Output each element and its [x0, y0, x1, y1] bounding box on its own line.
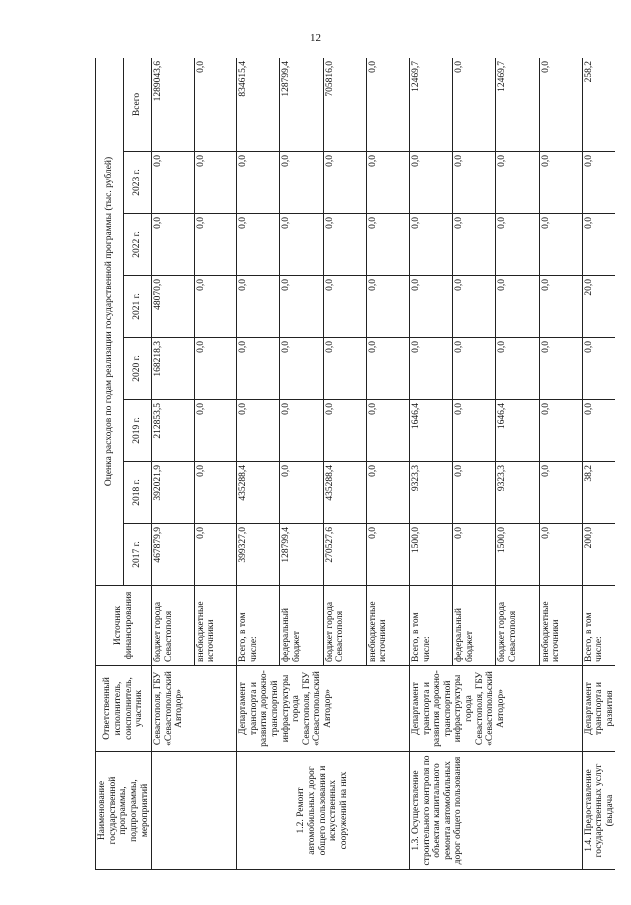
- header-year: 2019 г.: [124, 400, 152, 462]
- amount-cell: 0,0: [366, 152, 409, 214]
- amount-cell: 834615,4: [237, 58, 280, 152]
- table-row: [409, 58, 452, 870]
- header-source: Источник финансирования: [96, 586, 152, 666]
- header-row: [96, 58, 124, 870]
- amount-cell: 0,0: [194, 58, 236, 152]
- rotated-table-container: [95, 58, 615, 870]
- funding-source-cell: федеральный бюджет: [280, 586, 323, 666]
- amount-cell: 0,0: [453, 400, 496, 462]
- amount-cell: 0,0: [409, 338, 452, 400]
- funding-source-cell: федеральный бюджет: [453, 586, 496, 666]
- amount-cell: 0,0: [496, 338, 539, 400]
- amount-cell: 0,0: [237, 152, 280, 214]
- amount-cell: 0,0: [280, 214, 323, 276]
- amount-cell: 0,0: [366, 462, 409, 524]
- amount-cell: 0,0: [194, 400, 236, 462]
- amount-cell: 200,0: [582, 524, 615, 586]
- amount-cell: 435288,4: [323, 462, 366, 524]
- amount-cell: 0,0: [453, 462, 496, 524]
- amount-cell: 48070,0: [152, 276, 194, 338]
- header-estimate: Оценка расходов по годам реализации государственной программы (тыс. рублей): [96, 58, 124, 586]
- amount-cell: 392021,9: [152, 462, 194, 524]
- amount-cell: 1646,4: [409, 400, 452, 462]
- amount-cell: 0,0: [453, 338, 496, 400]
- amount-cell: 12469,7: [409, 58, 452, 152]
- amount-cell: 0,0: [453, 152, 496, 214]
- amount-cell: 258,2: [582, 58, 615, 152]
- rotated-table-area: [95, 58, 615, 870]
- table-row: [237, 58, 280, 870]
- funding-source-cell: Всего, в том числе:: [582, 586, 615, 666]
- amount-cell: 0,0: [453, 524, 496, 586]
- amount-cell: 1646,4: [496, 400, 539, 462]
- amount-cell: 0,0: [582, 152, 615, 214]
- amount-cell: 38,2: [582, 462, 615, 524]
- funding-source-cell: бюджет города Севастополя: [323, 586, 366, 666]
- amount-cell: 0,0: [409, 276, 452, 338]
- amount-cell: 0,0: [539, 276, 582, 338]
- amount-cell: 0,0: [237, 400, 280, 462]
- amount-cell: 0,0: [323, 152, 366, 214]
- amount-cell: 0,0: [539, 338, 582, 400]
- amount-cell: 0,0: [280, 400, 323, 462]
- amount-cell: 0,0: [366, 276, 409, 338]
- amount-cell: 0,0: [539, 462, 582, 524]
- measure-name-cell: 1.3. Осуществление строительного контроля по объектам капитального ремонта автомобильных дорог общего пользования: [409, 752, 582, 870]
- amount-cell: 0,0: [194, 338, 236, 400]
- amount-cell: 9323,3: [496, 462, 539, 524]
- funding-source-cell: внебюджетные источники: [194, 586, 236, 666]
- header-executor: Ответственный исполнитель, соисполнитель, участник: [96, 666, 152, 752]
- amount-cell: 270527,6: [323, 524, 366, 586]
- amount-cell: 0,0: [366, 58, 409, 152]
- amount-cell: 0,0: [237, 276, 280, 338]
- funding-source-cell: Всего, в том числе:: [237, 586, 280, 666]
- amount-cell: 0,0: [539, 214, 582, 276]
- amount-cell: 0,0: [194, 214, 236, 276]
- table-row: [152, 58, 194, 870]
- amount-cell: 0,0: [323, 276, 366, 338]
- amount-cell: 168218,3: [152, 338, 194, 400]
- amount-cell: 20,0: [582, 276, 615, 338]
- amount-cell: 128799,4: [280, 58, 323, 152]
- amount-cell: 0,0: [194, 524, 236, 586]
- amount-cell: 0,0: [280, 152, 323, 214]
- amount-cell: 435288,4: [237, 462, 280, 524]
- page-number: 12: [310, 32, 321, 44]
- amount-cell: 0,0: [237, 214, 280, 276]
- measure-name-cell: 1.2. Ремонт автомобильных дорог общего пользования и искусственных сооружений на них: [237, 752, 410, 870]
- header-year: 2018 г.: [124, 462, 152, 524]
- amount-cell: 0,0: [152, 152, 194, 214]
- amount-cell: 12469,7: [496, 58, 539, 152]
- amount-cell: 0,0: [582, 214, 615, 276]
- amount-cell: 0,0: [366, 338, 409, 400]
- amount-cell: 0,0: [366, 214, 409, 276]
- amount-cell: 0,0: [496, 152, 539, 214]
- header-year: 2022 г.: [124, 214, 152, 276]
- amount-cell: 0,0: [409, 214, 452, 276]
- amount-cell: 128799,4: [280, 524, 323, 586]
- amount-cell: 399327,0: [237, 524, 280, 586]
- amount-cell: 0,0: [582, 400, 615, 462]
- amount-cell: 467879,9: [152, 524, 194, 586]
- amount-cell: 705816,0: [323, 58, 366, 152]
- amount-cell: 1289043,6: [152, 58, 194, 152]
- header-year: 2023 г.: [124, 152, 152, 214]
- amount-cell: 9323,3: [409, 462, 452, 524]
- funding-source-cell: бюджет города Севастополя: [496, 586, 539, 666]
- funding-source-cell: Всего, в том числе:: [409, 586, 452, 666]
- measure-name-cell: 1.4. Предоставление государственных услуг (выдача: [582, 752, 615, 870]
- amount-cell: 0,0: [582, 338, 615, 400]
- header-year: 2017 г.: [124, 524, 152, 586]
- executor-cell: Департамент транспорта и развития: [582, 666, 615, 752]
- amount-cell: 212853,5: [152, 400, 194, 462]
- amount-cell: 0,0: [323, 400, 366, 462]
- header-year: Всего: [124, 58, 152, 152]
- funding-source-cell: внебюджетные источники: [539, 586, 582, 666]
- amount-cell: 0,0: [280, 338, 323, 400]
- amount-cell: 1500,0: [409, 524, 452, 586]
- funding-source-cell: бюджет города Севастополя: [152, 586, 194, 666]
- header-year: 2021 г.: [124, 276, 152, 338]
- amount-cell: 0,0: [323, 338, 366, 400]
- amount-cell: 0,0: [453, 214, 496, 276]
- funding-source-cell: внебюджетные источники: [366, 586, 409, 666]
- measure-name-cell: [152, 752, 237, 870]
- amount-cell: 0,0: [194, 462, 236, 524]
- amount-cell: 0,0: [366, 400, 409, 462]
- executor-cell: Департамент транспорта и развития дорожно-транспортной инфраструктуры города Севастополя, ГБУ «Севастопольский Автодор»: [409, 666, 582, 752]
- amount-cell: 0,0: [194, 276, 236, 338]
- amount-cell: 1500,0: [496, 524, 539, 586]
- amount-cell: 0,0: [539, 152, 582, 214]
- amount-cell: 0,0: [409, 152, 452, 214]
- amount-cell: 0,0: [453, 276, 496, 338]
- executor-cell: Департамент транспорта и развития дорожно-транспортной инфраструктуры города Севастополя, ГБУ «Севастопольский Автодор»: [237, 666, 410, 752]
- amount-cell: 0,0: [280, 276, 323, 338]
- executor-cell: Севастополя, ГБУ «Севастопольский Автодор»: [152, 666, 237, 752]
- amount-cell: 0,0: [152, 214, 194, 276]
- amount-cell: 0,0: [539, 524, 582, 586]
- amount-cell: 0,0: [496, 214, 539, 276]
- amount-cell: 0,0: [539, 400, 582, 462]
- amount-cell: 0,0: [323, 214, 366, 276]
- amount-cell: 0,0: [453, 58, 496, 152]
- expenditure-table: [95, 58, 615, 870]
- amount-cell: 0,0: [194, 152, 236, 214]
- amount-cell: 0,0: [237, 338, 280, 400]
- header-name: Наименование государственной программы, подпрограммы, мероприятий: [96, 752, 152, 870]
- amount-cell: 0,0: [496, 276, 539, 338]
- amount-cell: 0,0: [539, 58, 582, 152]
- table-body: [152, 58, 615, 870]
- amount-cell: 0,0: [366, 524, 409, 586]
- amount-cell: 0,0: [280, 462, 323, 524]
- table-row: [582, 58, 615, 870]
- header-year: 2020 г.: [124, 338, 152, 400]
